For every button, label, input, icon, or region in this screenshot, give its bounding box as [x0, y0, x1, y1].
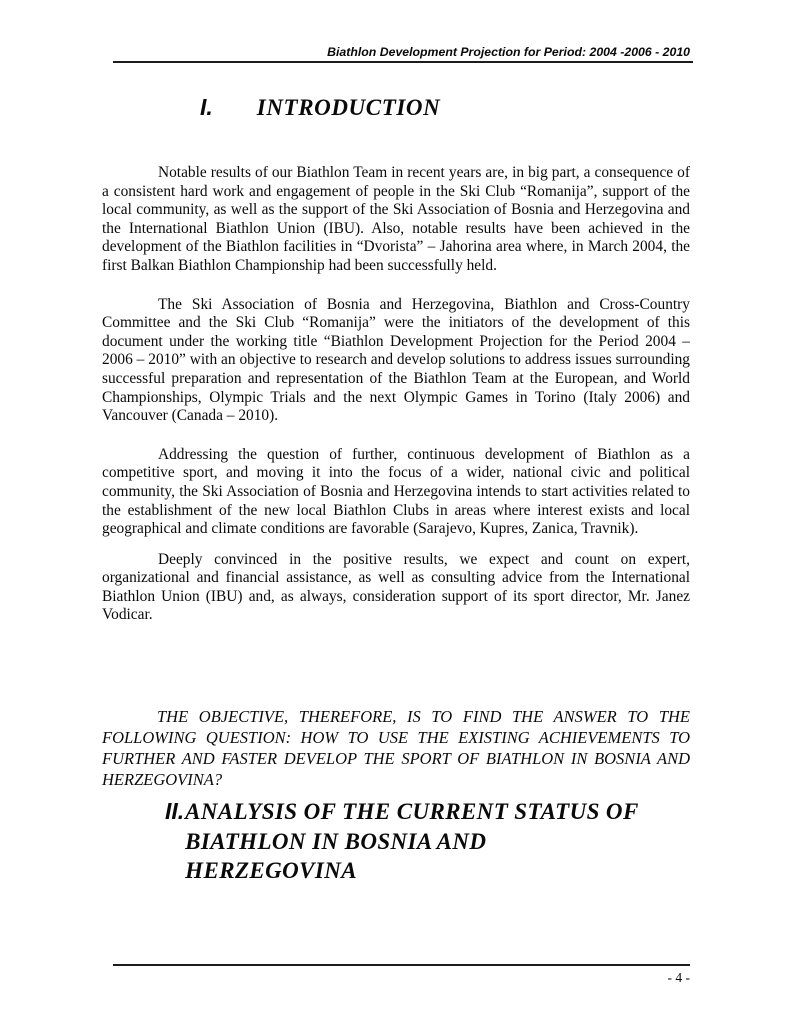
objective-statement: THE OBJECTIVE, THEREFORE, IS TO FIND THE ANSWER TO THE FOLLOWING QUESTION: HOW TO USE THE EXISTING ACHIEVEMENTS TO FURTHER AND FASTER DEVELOP THE SPORT OF BIATHLON IN BOSNIA AND HERZEGOVINA?: [102, 707, 690, 789]
section-heading-analysis: [165, 797, 663, 886]
section-title: INTRODUCTION: [256, 95, 441, 120]
header-rule: [113, 61, 693, 63]
running-header-title: Biathlon Development Projection for Period: 2004 -2006 - 2010: [327, 45, 690, 59]
section-number: I.: [200, 94, 213, 120]
page-number: - 4 -: [667, 970, 690, 985]
paragraph: Addressing the question of further, continuous development of Biathlon as a competitive sport, and moving it into the focus of a wider, national civic and political community, the Ski Association of Bosnia and Herzegovina intends to start activities related to the establishment of the new local Biathlon Clubs in areas where interest exists and local geographical and climate conditions are favorable (Sarajevo, Kupres, Zanica, Travnik).: [102, 445, 690, 538]
body-text: [102, 164, 690, 625]
section-number: II.: [165, 798, 185, 824]
section-title: ANALYSIS OF THE CURRENT STATUS OF BIATHLON IN BOSNIA AND HERZEGOVINA: [185, 799, 639, 883]
paragraph: Deeply convinced in the positive results, we expect and count on expert, organizational and financial assistance, as well as consulting advice from the International Biathlon Union (IBU) and, as always, consideration support of its sport director, Mr. Janez Vodicar.: [102, 550, 690, 624]
footer-rule: [113, 964, 690, 966]
paragraph: Notable results of our Biathlon Team in recent years are, in big part, a consequence of a consistent hard work and engagement of people in the Ski Club “Romanija”, support of the local community, as well as the support of the Ski Association of Bosnia and Herzegovina and the International Biathlon Union (IBU). Also, notable results have been achieved in the development of the Biathlon facilities in “Dvorista” – Jahorina area where, in March 2004, the first Balkan Biathlon Championship had been successfully held.: [102, 164, 690, 274]
paragraph: The Ski Association of Bosnia and Herzegovina, Biathlon and Cross-Country Committee and the Ski Club “Romanija” were the initiators of the development of this document under the working title “Biathlon Development Projection for the Period 2004 – 2006 – 2010” with an objective to research and develop solutions to address issues surrounding successful preparation and representation of the Biathlon Team at the European, and World Championships, Olympic Trials and the next Olympic Games in Torino (Italy 2006) and Vancouver (Canada – 2010).: [102, 295, 690, 425]
section-heading-introduction: [200, 92, 440, 123]
